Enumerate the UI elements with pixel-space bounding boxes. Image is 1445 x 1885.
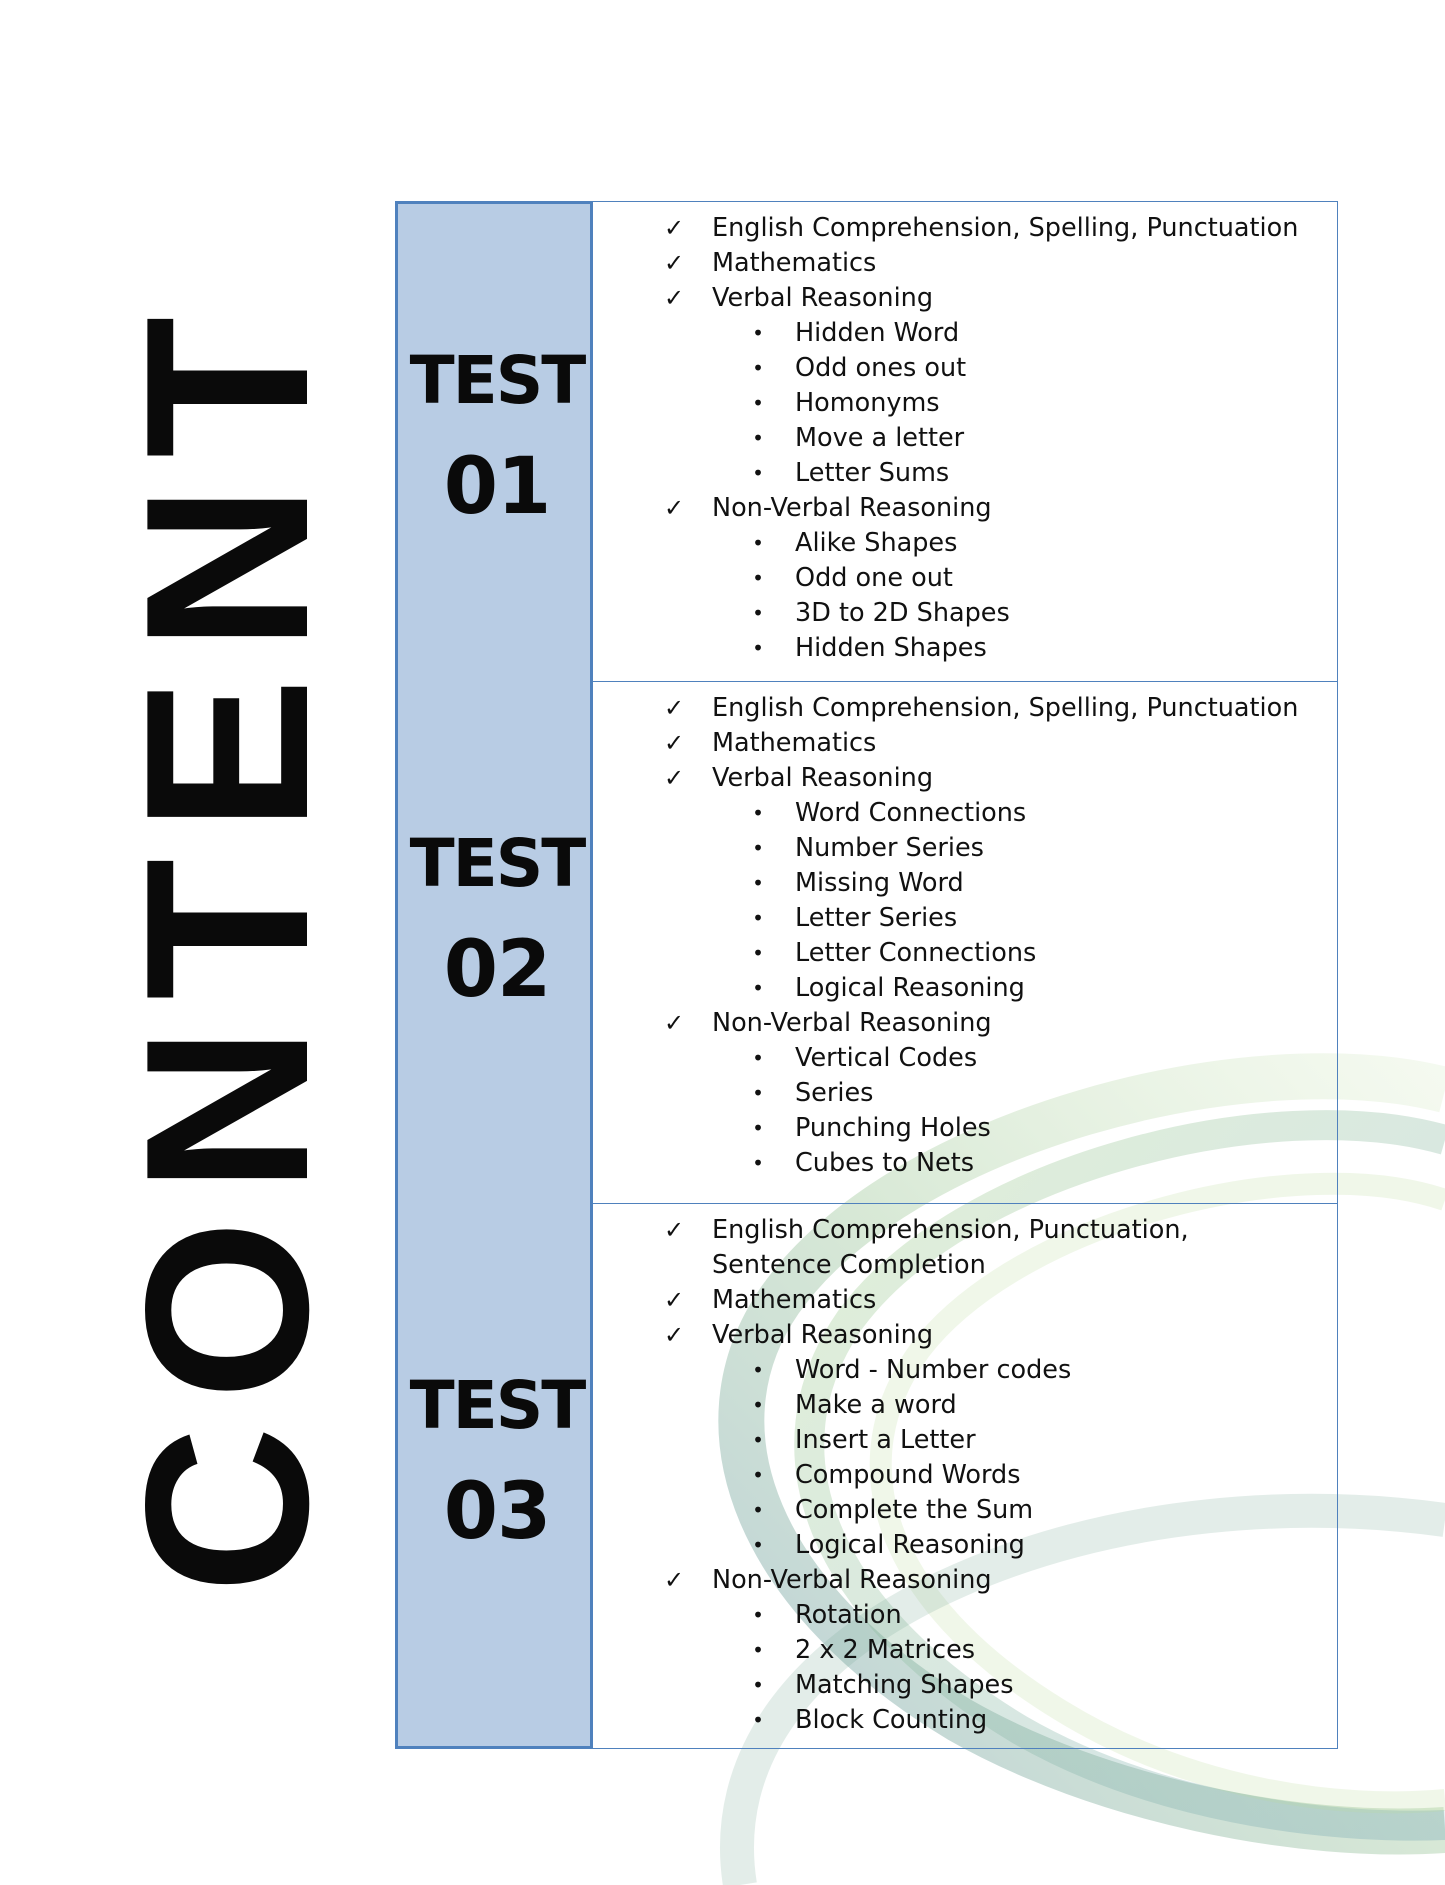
subtopic-label: Number Series bbox=[795, 833, 984, 863]
subtopic-label: 2 x 2 Matrices bbox=[795, 1635, 976, 1665]
bullet-icon: • bbox=[752, 1116, 764, 1140]
bullet-icon: • bbox=[752, 1046, 764, 1070]
topic-label: Non-Verbal Reasoning bbox=[712, 493, 992, 523]
topic-label: Mathematics bbox=[712, 1285, 877, 1315]
bullet-icon: • bbox=[752, 601, 764, 625]
subtopic-label: Logical Reasoning bbox=[795, 1530, 1025, 1560]
test-row bbox=[395, 681, 1338, 1203]
bullet-icon: • bbox=[752, 1151, 764, 1175]
bullet-icon: • bbox=[752, 1358, 764, 1382]
bullet-icon: • bbox=[752, 426, 764, 450]
test-row bbox=[395, 1203, 1338, 1749]
topic-label: English Comprehension, Spelling, Punctuation bbox=[712, 213, 1299, 243]
bullet-icon: • bbox=[752, 391, 764, 415]
bullet-icon: • bbox=[752, 1393, 764, 1417]
subtopic-label: Series bbox=[795, 1078, 874, 1108]
test-label-number: 02 bbox=[443, 925, 551, 1015]
subtopic-label: Logical Reasoning bbox=[795, 973, 1025, 1003]
subtopic-label: Cubes to Nets bbox=[795, 1148, 974, 1178]
subtopic-label: Hidden Shapes bbox=[795, 633, 987, 663]
test-label-word: TEST bbox=[409, 825, 585, 902]
check-icon: ✓ bbox=[663, 1216, 685, 1244]
subtopic-label: Matching Shapes bbox=[795, 1670, 1014, 1700]
check-icon: ✓ bbox=[663, 249, 685, 277]
subtopic-label: 3D to 2D Shapes bbox=[795, 598, 1010, 628]
subtopic-label: Make a word bbox=[795, 1390, 957, 1420]
bullet-icon: • bbox=[752, 531, 764, 555]
subtopic-label: Odd one out bbox=[795, 563, 953, 593]
subtopic-label: Rotation bbox=[795, 1600, 902, 1630]
bullet-icon: • bbox=[752, 1708, 764, 1732]
bullet-icon: • bbox=[752, 636, 764, 660]
topic-label: Mathematics bbox=[712, 728, 877, 758]
subtopic-label: Move a letter bbox=[795, 423, 965, 453]
check-icon: ✓ bbox=[663, 729, 685, 757]
bullet-icon: • bbox=[752, 1533, 764, 1557]
bullet-icon: • bbox=[752, 566, 764, 590]
topic-label: Verbal Reasoning bbox=[712, 763, 934, 793]
contents-table bbox=[395, 201, 1338, 1749]
topic-label: Non-Verbal Reasoning bbox=[712, 1008, 992, 1038]
topic-label: English Comprehension, Spelling, Punctuation bbox=[712, 693, 1299, 723]
subtopic-label: Word Connections bbox=[795, 798, 1027, 828]
bullet-icon: • bbox=[752, 1081, 764, 1105]
subtopic-label: Complete the Sum bbox=[795, 1495, 1034, 1525]
check-icon: ✓ bbox=[663, 214, 685, 242]
check-icon: ✓ bbox=[663, 1566, 685, 1594]
check-icon: ✓ bbox=[663, 764, 685, 792]
bullet-icon: • bbox=[752, 1498, 764, 1522]
subtopic-label: Letter Sums bbox=[795, 458, 950, 488]
topic-label: English Comprehension, Punctuation, bbox=[712, 1215, 1189, 1245]
test-content-cell bbox=[593, 681, 1338, 1203]
check-icon: ✓ bbox=[663, 284, 685, 312]
bullet-icon: • bbox=[752, 356, 764, 380]
topic-label: Non-Verbal Reasoning bbox=[712, 1565, 992, 1595]
bullet-icon: • bbox=[752, 1603, 764, 1627]
bullet-icon: • bbox=[752, 871, 764, 895]
test-label-word: TEST bbox=[409, 342, 585, 419]
topic-label: Verbal Reasoning bbox=[712, 283, 934, 313]
check-icon: ✓ bbox=[663, 494, 685, 522]
test-label-cell bbox=[395, 681, 593, 1203]
bullet-icon: • bbox=[752, 941, 764, 965]
subtopic-label: Missing Word bbox=[795, 868, 964, 898]
test-content-cell bbox=[593, 201, 1338, 681]
subtopic-label: Letter Series bbox=[795, 903, 958, 933]
bullet-icon: • bbox=[752, 801, 764, 825]
test-label-number: 01 bbox=[443, 442, 551, 532]
subtopic-label: Word - Number codes bbox=[795, 1355, 1072, 1385]
subtopic-label: Vertical Codes bbox=[795, 1043, 978, 1073]
check-icon: ✓ bbox=[663, 694, 685, 722]
bullet-icon: • bbox=[752, 461, 764, 485]
test-label-number: 03 bbox=[443, 1467, 551, 1557]
topic-label: Mathematics bbox=[712, 248, 877, 278]
test-content-cell bbox=[593, 1203, 1338, 1749]
subtopic-label: Insert a Letter bbox=[795, 1425, 976, 1455]
bullet-icon: • bbox=[752, 906, 764, 930]
subtopic-label: Punching Holes bbox=[795, 1113, 991, 1143]
bullet-icon: • bbox=[752, 1463, 764, 1487]
subtopic-label: Alike Shapes bbox=[795, 528, 958, 558]
topic-label: Verbal Reasoning bbox=[712, 1320, 934, 1350]
test-label-cell bbox=[395, 1203, 593, 1749]
bullet-icon: • bbox=[752, 976, 764, 1000]
subtopic-label: Homonyms bbox=[795, 388, 940, 418]
bullet-icon: • bbox=[752, 1673, 764, 1697]
bullet-icon: • bbox=[752, 1428, 764, 1452]
test-row bbox=[395, 201, 1338, 681]
check-icon: ✓ bbox=[663, 1009, 685, 1037]
bullet-icon: • bbox=[752, 321, 764, 345]
bullet-icon: • bbox=[752, 1638, 764, 1662]
subtopic-label: Hidden Word bbox=[795, 318, 960, 348]
check-icon: ✓ bbox=[663, 1286, 685, 1314]
check-icon: ✓ bbox=[663, 1321, 685, 1349]
content-heading: CONTENT bbox=[98, 290, 357, 1594]
subtopic-label: Block Counting bbox=[795, 1705, 988, 1735]
test-label-word: TEST bbox=[409, 1367, 585, 1444]
subtopic-label: Compound Words bbox=[795, 1460, 1021, 1490]
subtopic-label: Letter Connections bbox=[795, 938, 1037, 968]
bullet-icon: • bbox=[752, 836, 764, 860]
topic-label: Sentence Completion bbox=[712, 1250, 986, 1280]
test-label-cell bbox=[395, 201, 593, 681]
subtopic-label: Odd ones out bbox=[795, 353, 967, 383]
